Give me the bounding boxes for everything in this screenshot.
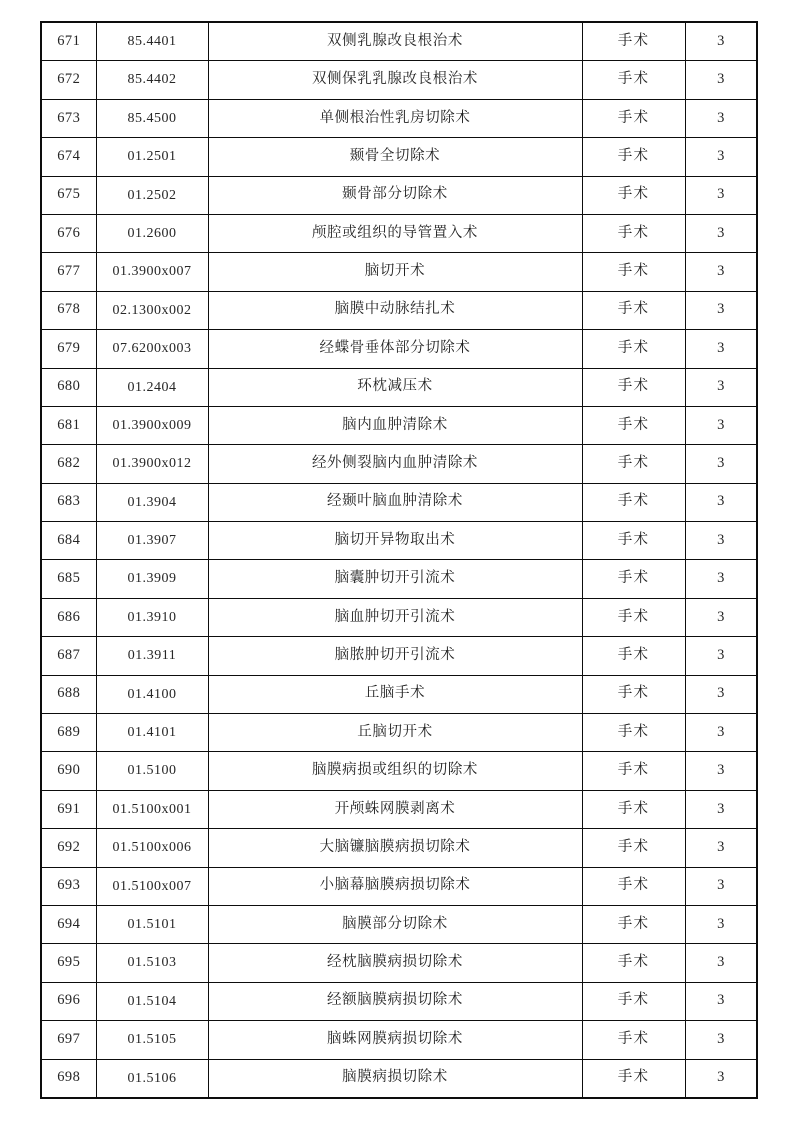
cell-level: 3: [685, 560, 757, 598]
cell-level: 3: [685, 330, 757, 368]
cell-category: 手术: [582, 598, 685, 636]
cell-category: 手术: [582, 752, 685, 790]
cell-sequence-number: 690: [41, 752, 96, 790]
cell-sequence-number: 688: [41, 675, 96, 713]
cell-sequence-number: 677: [41, 253, 96, 291]
cell-level: 3: [685, 214, 757, 252]
cell-category: 手术: [582, 214, 685, 252]
cell-sequence-number: 676: [41, 214, 96, 252]
cell-procedure-name: 环枕减压术: [208, 368, 582, 406]
cell-procedure-name: 脑内血肿清除术: [208, 406, 582, 444]
table-row: [41, 829, 757, 867]
cell-category: 手术: [582, 1021, 685, 1059]
cell-procedure-code: 01.2600: [96, 214, 208, 252]
cell-category: 手术: [582, 867, 685, 905]
cell-sequence-number: 686: [41, 598, 96, 636]
cell-sequence-number: 689: [41, 714, 96, 752]
cell-sequence-number: 698: [41, 1059, 96, 1098]
table-row: [41, 598, 757, 636]
cell-procedure-code: 01.3900x007: [96, 253, 208, 291]
cell-procedure-code: 01.3909: [96, 560, 208, 598]
table-row: [41, 61, 757, 99]
cell-sequence-number: 696: [41, 982, 96, 1020]
table-row: [41, 138, 757, 176]
cell-category: 手术: [582, 368, 685, 406]
cell-level: 3: [685, 714, 757, 752]
cell-level: 3: [685, 99, 757, 137]
cell-category: 手术: [582, 675, 685, 713]
cell-level: 3: [685, 253, 757, 291]
cell-level: 3: [685, 867, 757, 905]
cell-sequence-number: 680: [41, 368, 96, 406]
cell-level: 3: [685, 522, 757, 560]
cell-category: 手术: [582, 829, 685, 867]
cell-sequence-number: 675: [41, 176, 96, 214]
cell-procedure-code: 01.5101: [96, 905, 208, 943]
table-row: [41, 752, 757, 790]
cell-procedure-name: 颞骨部分切除术: [208, 176, 582, 214]
cell-sequence-number: 678: [41, 291, 96, 329]
cell-sequence-number: 674: [41, 138, 96, 176]
cell-category: 手术: [582, 944, 685, 982]
cell-level: 3: [685, 483, 757, 521]
cell-level: 3: [685, 790, 757, 828]
cell-level: 3: [685, 138, 757, 176]
table-row: [41, 22, 757, 61]
cell-procedure-name: 双侧保乳乳腺改良根治术: [208, 61, 582, 99]
cell-sequence-number: 697: [41, 1021, 96, 1059]
cell-procedure-code: 01.3904: [96, 483, 208, 521]
cell-sequence-number: 672: [41, 61, 96, 99]
table-row: [41, 1021, 757, 1059]
cell-level: 3: [685, 982, 757, 1020]
cell-category: 手术: [582, 445, 685, 483]
cell-procedure-code: 01.2404: [96, 368, 208, 406]
table-row: [41, 714, 757, 752]
cell-procedure-code: 01.4101: [96, 714, 208, 752]
cell-category: 手术: [582, 253, 685, 291]
cell-procedure-name: 双侧乳腺改良根治术: [208, 22, 582, 61]
cell-procedure-code: 01.5100x001: [96, 790, 208, 828]
cell-procedure-name: 脑膜病损或组织的切除术: [208, 752, 582, 790]
table-row: [41, 637, 757, 675]
cell-procedure-code: 01.5100x006: [96, 829, 208, 867]
cell-procedure-name: 经外侧裂脑内血肿清除术: [208, 445, 582, 483]
cell-procedure-code: 01.3900x009: [96, 406, 208, 444]
cell-sequence-number: 671: [41, 22, 96, 61]
cell-procedure-name: 单侧根治性乳房切除术: [208, 99, 582, 137]
cell-procedure-code: 01.5100: [96, 752, 208, 790]
cell-procedure-name: 脑切开术: [208, 253, 582, 291]
table-row: [41, 483, 757, 521]
cell-category: 手术: [582, 291, 685, 329]
cell-procedure-code: 01.5106: [96, 1059, 208, 1098]
cell-category: 手术: [582, 982, 685, 1020]
cell-level: 3: [685, 22, 757, 61]
cell-sequence-number: 685: [41, 560, 96, 598]
cell-level: 3: [685, 291, 757, 329]
cell-level: 3: [685, 1021, 757, 1059]
table-row: [41, 291, 757, 329]
table-row: [41, 330, 757, 368]
cell-sequence-number: 673: [41, 99, 96, 137]
cell-level: 3: [685, 368, 757, 406]
cell-procedure-name: 经颞叶脑血肿清除术: [208, 483, 582, 521]
cell-procedure-name: 脑膜部分切除术: [208, 905, 582, 943]
table-row: [41, 445, 757, 483]
cell-sequence-number: 693: [41, 867, 96, 905]
cell-level: 3: [685, 675, 757, 713]
cell-procedure-code: 01.3907: [96, 522, 208, 560]
cell-category: 手术: [582, 138, 685, 176]
procedure-code-table: [40, 21, 758, 1099]
cell-level: 3: [685, 829, 757, 867]
cell-procedure-name: 脑膜中动脉结扎术: [208, 291, 582, 329]
table-row: [41, 675, 757, 713]
cell-procedure-name: 经枕脑膜病损切除术: [208, 944, 582, 982]
table-row: [41, 406, 757, 444]
cell-procedure-name: 小脑幕脑膜病损切除术: [208, 867, 582, 905]
cell-level: 3: [685, 445, 757, 483]
table-row: [41, 905, 757, 943]
table-row: [41, 214, 757, 252]
cell-category: 手术: [582, 637, 685, 675]
cell-procedure-code: 01.5100x007: [96, 867, 208, 905]
cell-sequence-number: 682: [41, 445, 96, 483]
table-row: [41, 982, 757, 1020]
table-row: [41, 99, 757, 137]
cell-procedure-code: 85.4500: [96, 99, 208, 137]
cell-level: 3: [685, 944, 757, 982]
cell-level: 3: [685, 637, 757, 675]
cell-procedure-code: 01.3910: [96, 598, 208, 636]
cell-category: 手术: [582, 714, 685, 752]
cell-sequence-number: 694: [41, 905, 96, 943]
cell-procedure-name: 大脑镰脑膜病损切除术: [208, 829, 582, 867]
cell-category: 手术: [582, 61, 685, 99]
table-row: [41, 944, 757, 982]
cell-category: 手术: [582, 176, 685, 214]
cell-category: 手术: [582, 330, 685, 368]
cell-sequence-number: 691: [41, 790, 96, 828]
cell-procedure-code: 01.5105: [96, 1021, 208, 1059]
cell-category: 手术: [582, 790, 685, 828]
cell-sequence-number: 683: [41, 483, 96, 521]
cell-procedure-code: 07.6200x003: [96, 330, 208, 368]
cell-sequence-number: 684: [41, 522, 96, 560]
cell-procedure-code: 01.3900x012: [96, 445, 208, 483]
cell-level: 3: [685, 905, 757, 943]
cell-procedure-name: 脑囊肿切开引流术: [208, 560, 582, 598]
cell-procedure-name: 脑脓肿切开引流术: [208, 637, 582, 675]
cell-level: 3: [685, 752, 757, 790]
table-row: [41, 560, 757, 598]
cell-procedure-name: 脑膜病损切除术: [208, 1059, 582, 1098]
cell-procedure-name: 脑切开异物取出术: [208, 522, 582, 560]
cell-procedure-name: 经蝶骨垂体部分切除术: [208, 330, 582, 368]
cell-procedure-code: 01.5103: [96, 944, 208, 982]
table-body: [41, 22, 757, 1098]
table-row: [41, 368, 757, 406]
cell-procedure-name: 丘脑手术: [208, 675, 582, 713]
cell-sequence-number: 679: [41, 330, 96, 368]
table-row: [41, 790, 757, 828]
cell-sequence-number: 692: [41, 829, 96, 867]
cell-procedure-code: 01.2501: [96, 138, 208, 176]
table-row: [41, 522, 757, 560]
cell-category: 手术: [582, 406, 685, 444]
cell-level: 3: [685, 1059, 757, 1098]
table-row: [41, 176, 757, 214]
cell-sequence-number: 695: [41, 944, 96, 982]
cell-procedure-name: 脑血肿切开引流术: [208, 598, 582, 636]
cell-procedure-code: 01.3911: [96, 637, 208, 675]
table-row: [41, 1059, 757, 1098]
cell-category: 手术: [582, 560, 685, 598]
cell-procedure-name: 开颅蛛网膜剥离术: [208, 790, 582, 828]
cell-category: 手术: [582, 1059, 685, 1098]
cell-procedure-code: 01.5104: [96, 982, 208, 1020]
cell-level: 3: [685, 61, 757, 99]
cell-level: 3: [685, 406, 757, 444]
cell-category: 手术: [582, 99, 685, 137]
cell-procedure-name: 经额脑膜病损切除术: [208, 982, 582, 1020]
table-row: [41, 867, 757, 905]
cell-category: 手术: [582, 522, 685, 560]
cell-procedure-code: 01.2502: [96, 176, 208, 214]
cell-sequence-number: 687: [41, 637, 96, 675]
cell-procedure-code: 85.4402: [96, 61, 208, 99]
cell-category: 手术: [582, 22, 685, 61]
cell-procedure-code: 02.1300x002: [96, 291, 208, 329]
cell-procedure-name: 脑蛛网膜病损切除术: [208, 1021, 582, 1059]
cell-sequence-number: 681: [41, 406, 96, 444]
cell-category: 手术: [582, 483, 685, 521]
cell-procedure-code: 01.4100: [96, 675, 208, 713]
cell-category: 手术: [582, 905, 685, 943]
cell-procedure-code: 85.4401: [96, 22, 208, 61]
cell-level: 3: [685, 598, 757, 636]
cell-level: 3: [685, 176, 757, 214]
table-container: [40, 21, 756, 1099]
table-row: [41, 253, 757, 291]
cell-procedure-name: 颅腔或组织的导管置入术: [208, 214, 582, 252]
cell-procedure-name: 颞骨全切除术: [208, 138, 582, 176]
cell-procedure-name: 丘脑切开术: [208, 714, 582, 752]
